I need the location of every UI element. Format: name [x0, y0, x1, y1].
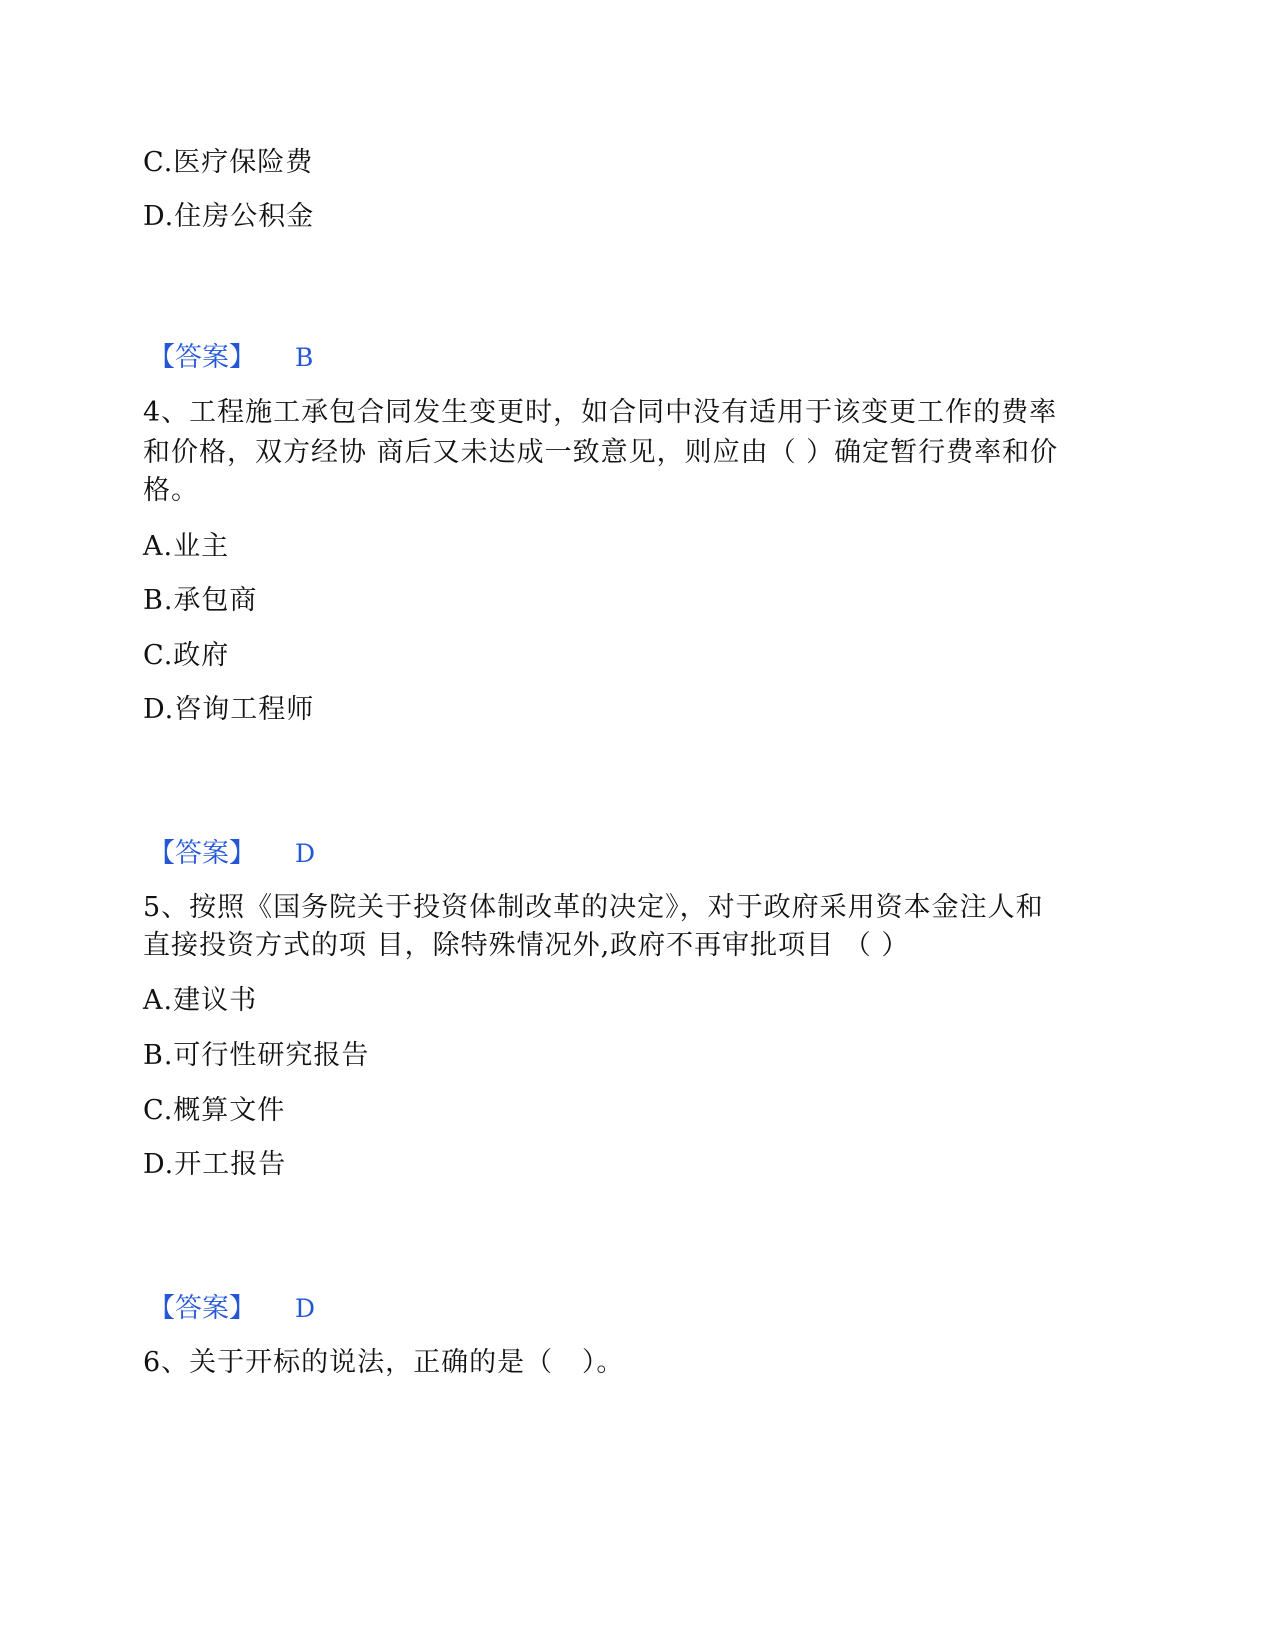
option-d: D.咨询工程师 — [143, 694, 315, 725]
option-a: A.业主 — [143, 531, 230, 562]
answer-label: 【答案】 — [148, 342, 256, 373]
option-c: C.概算文件 — [143, 1095, 286, 1126]
option-c: C.医疗保险费 — [143, 147, 314, 178]
question-stem-line: 和价格，双方经协 商后又未达成一致意见，则应由（ ）确定暂行费率和价 — [143, 437, 1059, 468]
question-stem-line: 5、按照《国务院关于投资体制改革的决定》，对于政府采用资本金注人和 — [143, 892, 1044, 923]
option-a: A.建议书 — [143, 985, 258, 1016]
answer-row — [148, 338, 314, 378]
answer-label: 【答案】 — [148, 1293, 256, 1324]
option-c: C.政府 — [143, 640, 230, 671]
option-d: D.住房公积金 — [143, 201, 315, 232]
question-stem-line: 格。 — [143, 475, 199, 506]
answer-row — [148, 834, 316, 874]
option-d: D.开工报告 — [143, 1149, 287, 1180]
option-b: B.可行性研究报告 — [143, 1040, 370, 1071]
question-stem-line: 4、工程施工承包合同发生变更时，如合同中没有适用于该变更工作的费率 — [143, 397, 1058, 428]
answer-label: 【答案】 — [148, 838, 256, 869]
answer-value: D — [295, 839, 316, 868]
answer-row — [148, 1289, 316, 1329]
answer-value: D — [295, 1294, 316, 1323]
question-stem-line: 6、关于开标的说法，正确的是（ ）。 — [143, 1347, 625, 1378]
answer-value: B — [295, 343, 314, 372]
option-b: B.承包商 — [143, 585, 258, 616]
question-stem-line: 直接投资方式的项 目，除特殊情况外,政府不再审批项目 （ ） — [143, 930, 910, 961]
